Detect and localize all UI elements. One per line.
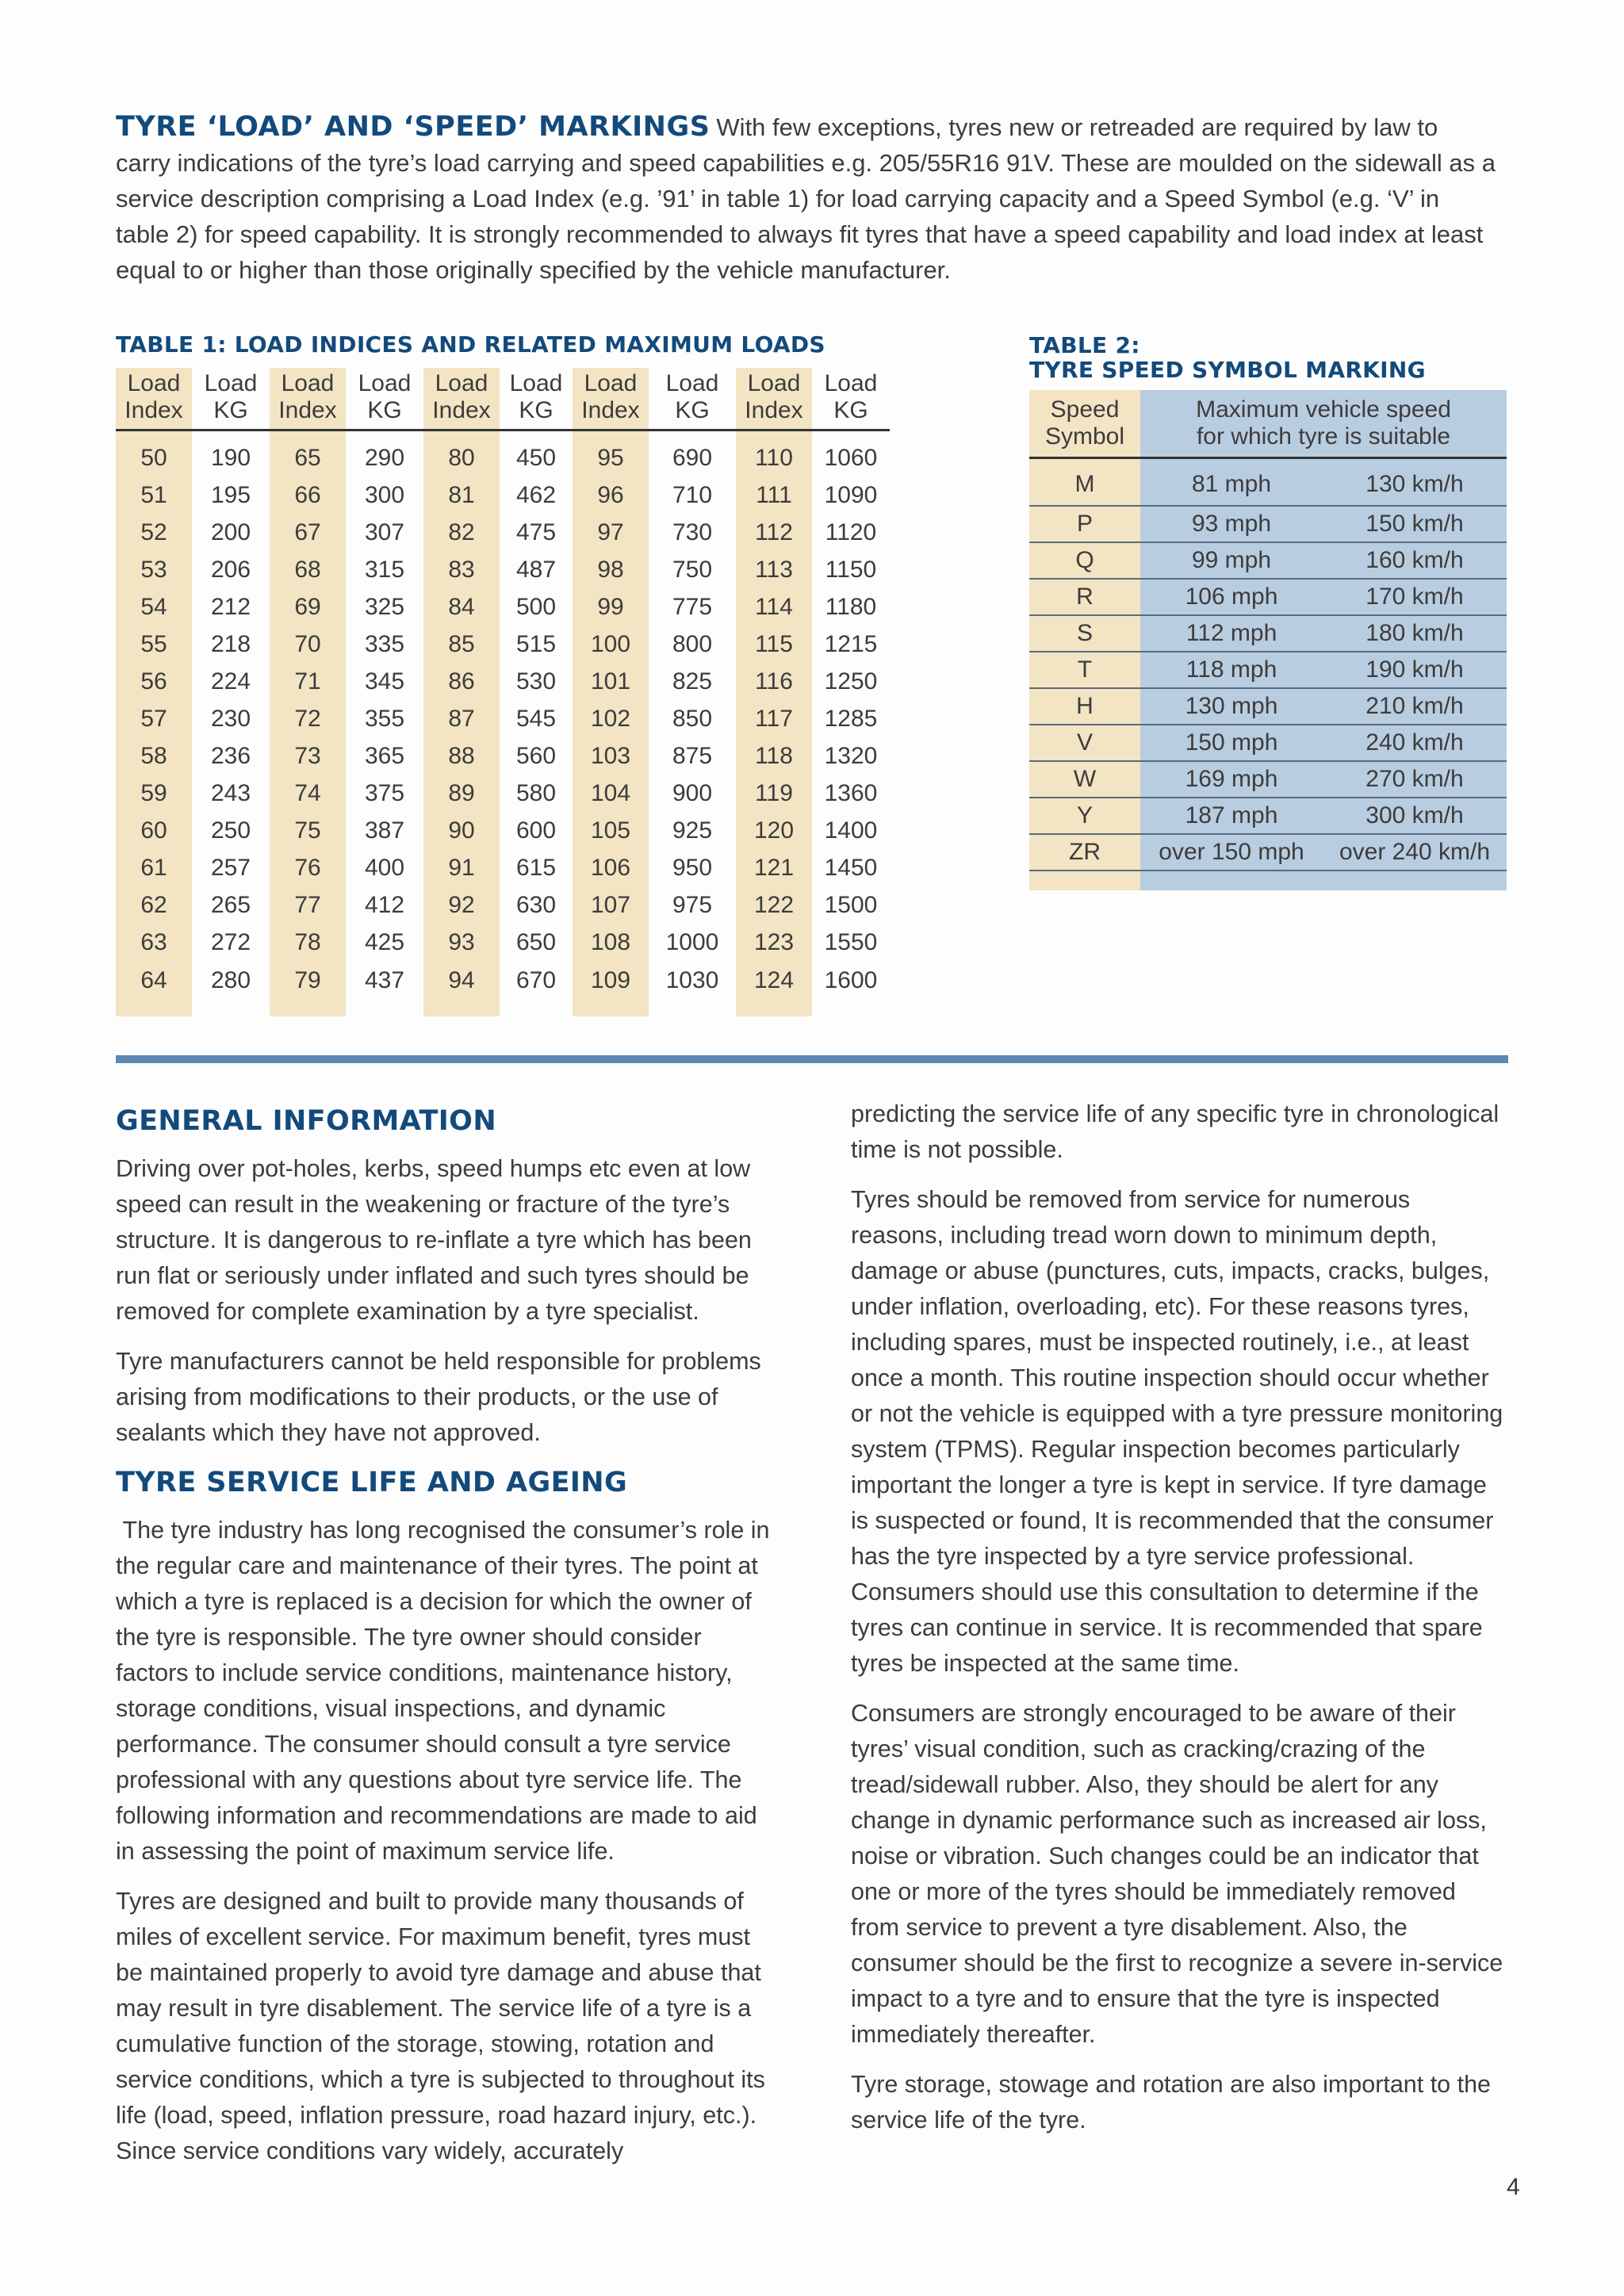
- load-index-cell: 105: [573, 812, 649, 849]
- load-index-cell: 77: [270, 886, 346, 924]
- load-kg-cell: 236: [210, 742, 251, 769]
- header-index-label: Index: [432, 397, 491, 423]
- load-index-cell: 96: [573, 476, 649, 514]
- load-kg-cell: 487: [515, 556, 557, 583]
- speed-mph-cell: 130 mph: [1140, 688, 1323, 725]
- load-index-cell: 69: [270, 588, 346, 626]
- load-kg-cell: 195: [210, 481, 251, 508]
- load-kg-cell: 315: [364, 556, 405, 583]
- load-index-cell: 106: [573, 849, 649, 886]
- header-index-label: Index: [278, 397, 337, 423]
- load-kg-cell: 530: [515, 668, 557, 695]
- load-kg-cell: 615: [515, 854, 557, 881]
- load-index-cell: 58: [116, 737, 192, 775]
- header-index-label: Index: [124, 397, 183, 423]
- load-index-header: [736, 368, 812, 430]
- load-kg-cell: 250: [210, 817, 251, 844]
- load-kg-cell: 325: [364, 593, 405, 620]
- load-index-cell: 91: [423, 849, 500, 886]
- load-index-cell: 64: [116, 961, 192, 1016]
- load-index-cell: 54: [116, 588, 192, 626]
- load-kg-cell: 975: [672, 891, 713, 918]
- table1-row: [116, 663, 890, 700]
- load-index-cell: 98: [573, 551, 649, 588]
- load-kg-cell: 1400: [824, 817, 878, 844]
- table2-row: [1029, 542, 1507, 579]
- load-index-cell: 56: [116, 663, 192, 700]
- table2-blank-cell: [1140, 871, 1323, 890]
- load-kg-cell: 307: [364, 519, 405, 545]
- load-index-cell: 108: [573, 924, 649, 961]
- speed-kmh-cell: 270 km/h: [1323, 761, 1507, 798]
- load-index-cell: 115: [736, 626, 812, 663]
- header-load-label: Load: [584, 370, 638, 396]
- load-kg-cell: 580: [515, 779, 557, 806]
- load-index-cell: 83: [423, 551, 500, 588]
- page-number: 4: [1507, 2174, 1520, 2200]
- load-index-header: [573, 368, 649, 430]
- load-index-cell: 118: [736, 737, 812, 775]
- speed-symbol-cell: H: [1029, 688, 1140, 725]
- load-index-cell: 68: [270, 551, 346, 588]
- load-kg-cell: 1450: [824, 854, 878, 881]
- load-index-cell: 50: [116, 430, 192, 477]
- header-kg-label: KG: [519, 397, 553, 423]
- load-index-cell: 104: [573, 775, 649, 812]
- load-kg-cell: 450: [515, 444, 557, 471]
- load-index-cell: 66: [270, 476, 346, 514]
- load-index-cell: 114: [736, 588, 812, 626]
- load-index-cell: 61: [116, 849, 192, 886]
- header-load-label: Load: [747, 370, 801, 396]
- speed-kmh-cell: over 240 km/h: [1323, 834, 1507, 871]
- load-kg-cell: 690: [672, 444, 713, 471]
- load-kg-cell: 900: [672, 779, 713, 806]
- header-index-label: Index: [581, 397, 640, 423]
- load-index-cell: 100: [573, 626, 649, 663]
- speed-kmh-cell: 170 km/h: [1323, 579, 1507, 615]
- table1-row: [116, 476, 890, 514]
- load-index-header: [270, 368, 346, 430]
- speed-kmh-cell: 130 km/h: [1323, 458, 1507, 507]
- load-index-cell: 99: [573, 588, 649, 626]
- header-load-label: Load: [204, 370, 258, 396]
- load-kg-cell: 218: [210, 630, 251, 657]
- load-index-cell: 71: [270, 663, 346, 700]
- speed-symbol-cell: T: [1029, 652, 1140, 688]
- table1-row: [116, 924, 890, 961]
- load-kg-header: [649, 368, 736, 430]
- load-kg-cell: 224: [210, 668, 251, 695]
- table1-row: [116, 886, 890, 924]
- load-kg-cell: 412: [364, 891, 405, 918]
- load-index-cell: 57: [116, 700, 192, 737]
- load-kg-cell: 500: [515, 593, 557, 620]
- load-index-cell: 55: [116, 626, 192, 663]
- table2-blank-row: [1029, 871, 1507, 890]
- header-load-label: Load: [358, 370, 412, 396]
- load-index-cell: 86: [423, 663, 500, 700]
- load-index-cell: 82: [423, 514, 500, 551]
- load-kg-cell: 1360: [824, 779, 878, 806]
- speed-kmh-cell: 150 km/h: [1323, 506, 1507, 542]
- load-kg-cell: 272: [210, 928, 251, 955]
- table2-row: [1029, 506, 1507, 542]
- load-index-cell: 112: [736, 514, 812, 551]
- speed-symbol-cell: V: [1029, 725, 1140, 761]
- service-paragraph-5: Consumers are strongly encouraged to be aware of their tyres’ visual condition, such as cracking/crazing of the tread/sidewall rubber. Also, they should be alert for any change in dynamic performance such as increased air loss, noise or vibration. Such changes could be an indicator that one or more of the tyres should be immediately removed from service to prevent a tyre disablement. Also, the consumer should be the first to recognize a severe in-service impact to a tyre and to ensure that the tyre is inspected immediately thereafter.: [851, 1700, 1503, 2048]
- header-kg-label: KG: [213, 397, 248, 423]
- load-kg-cell: 950: [672, 854, 713, 881]
- load-kg-cell: 1090: [824, 481, 878, 508]
- load-kg-cell: 290: [364, 444, 405, 471]
- load-index-cell: 95: [573, 430, 649, 477]
- load-kg-cell: 1000: [665, 928, 719, 955]
- header-load-label: Load: [281, 370, 335, 396]
- table1-title: TABLE 1: LOAD INDICES AND RELATED MAXIMUM LOADS: [116, 331, 825, 358]
- load-index-cell: 120: [736, 812, 812, 849]
- speed-symbol-cell: Q: [1029, 542, 1140, 579]
- load-index-header: [116, 368, 192, 430]
- load-index-cell: 52: [116, 514, 192, 551]
- load-kg-cell: 437: [364, 967, 405, 993]
- speed-mph-cell: 187 mph: [1140, 798, 1323, 834]
- load-index-cell: 75: [270, 812, 346, 849]
- table2-row: [1029, 798, 1507, 834]
- load-kg-cell: 1500: [824, 891, 878, 918]
- table2-row: [1029, 688, 1507, 725]
- general-paragraph-1: Driving over pot-holes, kerbs, speed humps etc even at low speed can result in the weakening or fracture of the tyre’s structure. It is dangerous to re-inflate a tyre which has been run flat or seriously under inflated and such tyres should be removed for complete examination by a tyre specialist.: [116, 1155, 752, 1325]
- load-index-cell: 73: [270, 737, 346, 775]
- load-kg-cell: 560: [515, 742, 557, 769]
- load-index-cell: 109: [573, 961, 649, 1016]
- load-index-cell: 76: [270, 849, 346, 886]
- load-index-cell: 85: [423, 626, 500, 663]
- table1-row: [116, 812, 890, 849]
- load-index-cell: 123: [736, 924, 812, 961]
- load-index-cell: 117: [736, 700, 812, 737]
- speed-kmh-cell: 190 km/h: [1323, 652, 1507, 688]
- table2-title-line2: TYRE SPEED SYMBOL MARKING: [1029, 357, 1426, 383]
- load-kg-cell: 280: [210, 967, 251, 993]
- load-kg-header: [346, 368, 423, 430]
- load-kg-cell: 387: [364, 817, 405, 844]
- table1-row: [116, 588, 890, 626]
- load-kg-cell: 345: [364, 668, 405, 695]
- speed-kmh-cell: 240 km/h: [1323, 725, 1507, 761]
- table2-row: [1029, 615, 1507, 652]
- table1-row: [116, 514, 890, 551]
- speed-kmh-cell: 180 km/h: [1323, 615, 1507, 652]
- load-index-cell: 101: [573, 663, 649, 700]
- load-index-cell: 51: [116, 476, 192, 514]
- load-kg-cell: 265: [210, 891, 251, 918]
- table1-row: [116, 551, 890, 588]
- table2-row: [1029, 652, 1507, 688]
- load-index-cell: 94: [423, 961, 500, 1016]
- load-kg-cell: 710: [672, 481, 713, 508]
- header-speed-line2: for which tyre is suitable: [1196, 423, 1451, 450]
- table1-row: [116, 430, 890, 477]
- speed-mph-cell: 118 mph: [1140, 652, 1323, 688]
- load-index-cell: 107: [573, 886, 649, 924]
- table1-row: [116, 849, 890, 886]
- load-index-cell: 116: [736, 663, 812, 700]
- load-index-cell: 103: [573, 737, 649, 775]
- load-index-cell: 72: [270, 700, 346, 737]
- speed-mph-cell: over 150 mph: [1140, 834, 1323, 871]
- table2-row: [1029, 458, 1507, 507]
- load-kg-cell: 1060: [824, 444, 878, 471]
- load-index-cell: 78: [270, 924, 346, 961]
- load-index-cell: 65: [270, 430, 346, 477]
- speed-symbol-cell: W: [1029, 761, 1140, 798]
- table1-row: [116, 737, 890, 775]
- load-index-cell: 88: [423, 737, 500, 775]
- service-paragraph-6: Tyre storage, stowage and rotation are also important to the service life of the tyre.: [851, 2071, 1492, 2133]
- header-load-label: Load: [824, 370, 878, 396]
- speed-mph-cell: 81 mph: [1140, 458, 1323, 507]
- general-paragraph-2: Tyre manufacturers cannot be held responsible for problems arising from modifications to their products, or the use of sealants which they have not approved.: [116, 1348, 761, 1446]
- table2-row: [1029, 725, 1507, 761]
- table1-body: [116, 430, 890, 1017]
- table2-title-line1: TABLE 2:: [1029, 332, 1140, 358]
- table2-body: [1029, 458, 1507, 891]
- header-kg-label: KG: [367, 397, 402, 423]
- load-kg-cell: 775: [672, 593, 713, 620]
- header-kg-label: KG: [833, 397, 868, 423]
- load-index-cell: 92: [423, 886, 500, 924]
- load-kg-cell: 825: [672, 668, 713, 695]
- header-speed-line1: Maximum vehicle speed: [1196, 396, 1451, 423]
- header-symbol-line2: Symbol: [1044, 423, 1125, 450]
- speed-mph-cell: 169 mph: [1140, 761, 1323, 798]
- load-kg-cell: 925: [672, 817, 713, 844]
- table2-header-row: [1029, 390, 1507, 458]
- load-kg-cell: 730: [672, 519, 713, 545]
- load-kg-header: [192, 368, 270, 430]
- intro-text: With few exceptions, tyres new or retreaded are required by law to carry indications of the tyre’s load carrying and speed capabilities e.g. 205/55R16 91V. These are moulded on the sidewall as a service description comprising a Load Index (e.g. ’91’ in table 1) for load carrying capacity and a Speed Symbol (e.g. ‘V’ in table 2) for speed capability. It is strongly recommended to always fit tyres that have a speed capability and load index at least equal to or higher than those originally specified by the vehicle manufacturer.: [116, 113, 1496, 284]
- table2-row: [1029, 834, 1507, 871]
- load-index-cell: 79: [270, 961, 346, 1016]
- right-column: [851, 1096, 1509, 2152]
- speed-symbol-cell: R: [1029, 579, 1140, 615]
- table1-row: [116, 626, 890, 663]
- load-kg-cell: 355: [364, 705, 405, 732]
- intro-paragraph: [116, 109, 1496, 288]
- load-index-cell: 121: [736, 849, 812, 886]
- service-paragraph-1: The tyre industry has long recognised the consumer’s role in the regular care and maintenance of their tyres. The point at which a tyre is replaced is a decision for which the owner of the tyre is responsible. The tyre owner should consider factors to include service conditions, maintenance history, storage conditions, visual inspections, and dynamic performance. The consumer should consult a tyre service professional with any questions about tyre service life. The following information and recommendations are made to aid in assessing the point of maximum service life.: [116, 1517, 776, 1865]
- load-index-cell: 80: [423, 430, 500, 477]
- load-index-cell: 67: [270, 514, 346, 551]
- load-kg-cell: 630: [515, 891, 557, 918]
- load-kg-cell: 1250: [824, 668, 878, 695]
- table1-row: [116, 775, 890, 812]
- header-symbol-line1: Speed: [1050, 396, 1120, 423]
- header-load-label: Load: [127, 370, 181, 396]
- load-kg-cell: 1120: [825, 519, 877, 545]
- speed-symbol-cell: M: [1029, 458, 1140, 507]
- load-index-table: [116, 368, 890, 1016]
- table1-header-row: [116, 368, 890, 430]
- general-heading: GENERAL INFORMATION: [116, 1105, 497, 1137]
- load-kg-cell: 650: [515, 928, 557, 955]
- load-index-cell: 70: [270, 626, 346, 663]
- load-kg-cell: 1550: [824, 928, 878, 955]
- load-kg-cell: 1320: [824, 742, 878, 769]
- load-kg-cell: 243: [210, 779, 251, 806]
- load-index-cell: 102: [573, 700, 649, 737]
- section-divider: [116, 1055, 1508, 1063]
- load-kg-header: [812, 368, 890, 430]
- load-index-cell: 93: [423, 924, 500, 961]
- speed-mph-cell: 112 mph: [1140, 615, 1323, 652]
- service-paragraph-2: Tyres are designed and built to provide many thousands of miles of excellent service. For maximum benefit, tyres must be maintained properly to avoid tyre damage and abuse that may result in tyre disablement. The service life of a tyre is a cumulative function of the storage, stowing, rotation and service conditions, which a tyre is subjected to throughout its life (load, speed, inflation pressure, road hazard injury, etc.). Since service conditions vary widely, accurately: [116, 1888, 765, 2164]
- load-kg-cell: 190: [210, 444, 251, 471]
- load-kg-cell: 1215: [824, 630, 878, 657]
- speed-mph-cell: 99 mph: [1140, 542, 1323, 579]
- load-kg-cell: 230: [210, 705, 251, 732]
- left-column: [116, 1094, 774, 2183]
- load-kg-cell: 1600: [824, 967, 878, 993]
- load-kg-cell: 750: [672, 556, 713, 583]
- table2-row: [1029, 579, 1507, 615]
- table2-blank-cell: [1029, 871, 1140, 890]
- service-paragraph-3: predicting the service life of any specific tyre in chronological time is not possible.: [851, 1100, 1500, 1163]
- load-index-cell: 110: [736, 430, 812, 477]
- load-kg-cell: 1180: [825, 593, 877, 620]
- load-kg-cell: 462: [515, 481, 557, 508]
- speed-mph-cell: 106 mph: [1140, 579, 1323, 615]
- load-kg-cell: 200: [210, 519, 251, 545]
- speed-symbol-cell: S: [1029, 615, 1140, 652]
- load-kg-cell: 1150: [825, 556, 877, 583]
- load-index-cell: 63: [116, 924, 192, 961]
- load-index-cell: 90: [423, 812, 500, 849]
- load-index-cell: 89: [423, 775, 500, 812]
- load-kg-cell: 425: [364, 928, 405, 955]
- speed-kmh-cell: 300 km/h: [1323, 798, 1507, 834]
- header-kg-label: KG: [675, 397, 710, 423]
- speed-mph-cell: 93 mph: [1140, 506, 1323, 542]
- table2-row: [1029, 761, 1507, 798]
- speed-kmh-cell: 160 km/h: [1323, 542, 1507, 579]
- load-index-cell: 60: [116, 812, 192, 849]
- load-kg-cell: 335: [364, 630, 405, 657]
- header-load-label: Load: [509, 370, 563, 396]
- load-index-cell: 84: [423, 588, 500, 626]
- load-kg-cell: 1030: [665, 967, 719, 993]
- load-index-cell: 62: [116, 886, 192, 924]
- service-paragraph-4: Tyres should be removed from service for numerous reasons, including tread worn down to minimum depth, damage or abuse (punctures, cuts, impacts, cracks, bulges, under inflation, overloading, etc). For these reasons tyres, including spares, must be inspected routinely, i.e., at least once a month. This routine inspection should occur whether or not the vehicle is equipped with a tyre pressure monitoring system (TPMS). Regular inspection becomes particularly important the longer a tyre is kept in service. If tyre damage is suspected or found, It is recommended that the consumer has the tyre inspected by a tyre service professional. Consumers should use this consultation to determine if the tyres can continue in service. It is recommended that spare tyres be inspected at the same time.: [851, 1186, 1503, 1677]
- load-kg-cell: 212: [210, 593, 251, 620]
- load-kg-cell: 850: [672, 705, 713, 732]
- load-kg-cell: 515: [515, 630, 557, 657]
- load-kg-cell: 400: [364, 854, 405, 881]
- load-index-cell: 74: [270, 775, 346, 812]
- load-index-cell: 119: [736, 775, 812, 812]
- load-index-header: [423, 368, 500, 430]
- load-index-cell: 59: [116, 775, 192, 812]
- load-kg-cell: 670: [515, 967, 557, 993]
- load-index-cell: 113: [736, 551, 812, 588]
- table2-blank-cell: [1323, 871, 1507, 890]
- load-index-cell: 124: [736, 961, 812, 1016]
- speed-symbol-table: [1029, 390, 1507, 890]
- load-kg-cell: 545: [515, 705, 557, 732]
- load-index-cell: 87: [423, 700, 500, 737]
- load-index-cell: 111: [736, 476, 812, 514]
- speed-symbol-cell: ZR: [1029, 834, 1140, 871]
- load-index-cell: 97: [573, 514, 649, 551]
- speed-mph-cell: 150 mph: [1140, 725, 1323, 761]
- load-kg-cell: 875: [672, 742, 713, 769]
- table2-header-symbol: [1029, 390, 1140, 458]
- table2-header-speed: [1140, 390, 1507, 458]
- load-kg-cell: 375: [364, 779, 405, 806]
- table2-title: [1029, 333, 1505, 382]
- speed-symbol-cell: Y: [1029, 798, 1140, 834]
- intro-heading: TYRE ‘LOAD’ AND ‘SPEED’ MARKINGS: [116, 111, 710, 143]
- table1-row: [116, 961, 890, 1016]
- service-life-heading: TYRE SERVICE LIFE AND AGEING: [116, 1467, 628, 1498]
- load-kg-cell: 257: [210, 854, 251, 881]
- load-index-cell: 53: [116, 551, 192, 588]
- load-kg-header: [500, 368, 573, 430]
- load-kg-cell: 600: [515, 817, 557, 844]
- load-kg-cell: 365: [364, 742, 405, 769]
- header-index-label: Index: [745, 397, 803, 423]
- header-load-label: Load: [435, 370, 488, 396]
- table1-row: [116, 700, 890, 737]
- load-kg-cell: 300: [364, 481, 405, 508]
- load-index-cell: 122: [736, 886, 812, 924]
- speed-kmh-cell: 210 km/h: [1323, 688, 1507, 725]
- load-kg-cell: 800: [672, 630, 713, 657]
- speed-symbol-cell: P: [1029, 506, 1140, 542]
- load-index-cell: 81: [423, 476, 500, 514]
- load-kg-cell: 206: [210, 556, 251, 583]
- load-kg-cell: 475: [515, 519, 557, 545]
- header-load-label: Load: [665, 370, 719, 396]
- load-kg-cell: 1285: [824, 705, 878, 732]
